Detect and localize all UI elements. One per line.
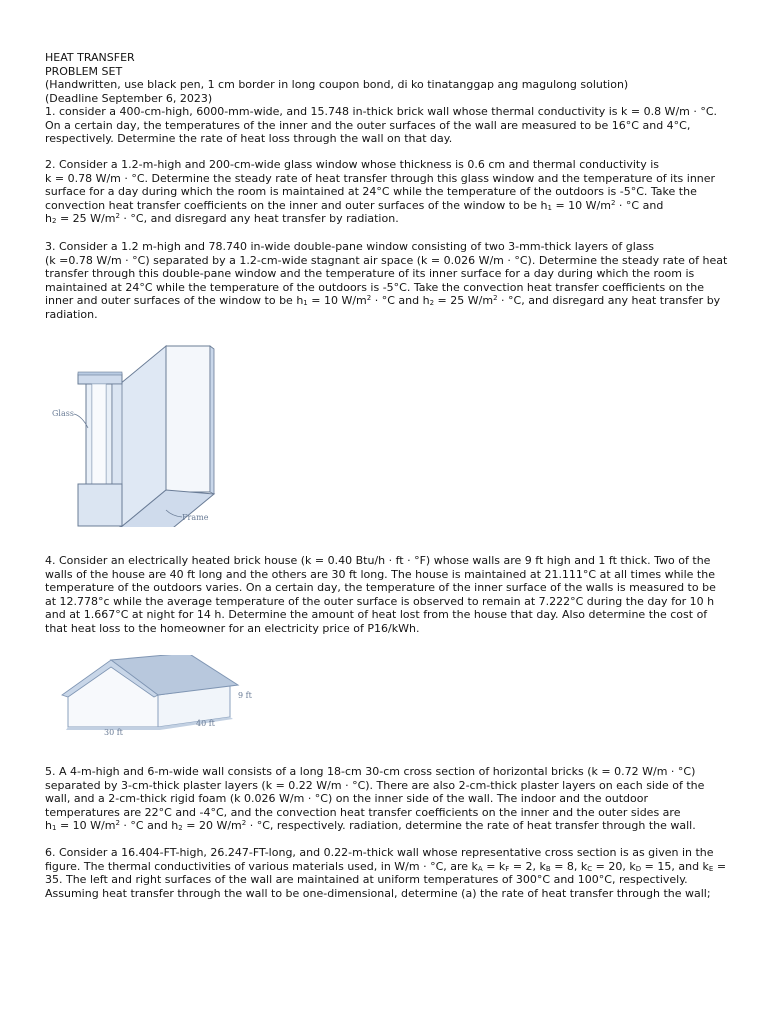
subscript: 1: [303, 299, 308, 308]
problem-5: [45, 765, 735, 833]
superscript: 2: [115, 212, 120, 221]
subscript: F: [505, 864, 510, 873]
text-run: · °C and: [615, 198, 664, 212]
subscript: E: [708, 864, 714, 873]
problem-1-line: respectively. Determine the rate of heat loss through the wall on that day.: [45, 132, 453, 146]
text-run: · °C, respectively. radiation, determine the rate of heat transfer through the wall.: [246, 819, 696, 833]
subscript: A: [477, 864, 483, 873]
problem-2-line: [45, 212, 735, 226]
frame-side: [112, 384, 122, 484]
text-run: = 25 W/m: [56, 212, 116, 226]
text-run: · °C and h: [119, 819, 179, 833]
width-dimension-label: 30 ft: [104, 728, 123, 737]
subscript: 2: [429, 299, 435, 308]
text-run: · °C, and disregard any heat transfer by radiation.: [119, 212, 399, 226]
superscript: 2: [115, 819, 120, 828]
subscript: 2: [51, 217, 57, 226]
subscript: C: [587, 864, 593, 873]
problem-4-line: walls of the house are 40 ft long and the others are 30 ft long. The house is maintained at 21.111°C at all times while the: [45, 567, 715, 581]
text-run: = 15, and k: [641, 859, 709, 873]
problem-4-line: 4. Consider an electrically heated brick house (k = 0.40 Btu/h · ft · °F) whose walls are 9 ft high and 1 ft thick. Two of the: [45, 554, 711, 567]
problem-3: [45, 240, 735, 322]
problem-1-line: 1. consider a 400-cm-high, 6000-mm-wide, and 15.748 in-thick brick wall whose thermal conductivity is k = 0.8 W/m · °C.: [45, 105, 718, 118]
problem-5-line: wall, and a 2-cm-thick rigid foam (k 0.026 W/m · °C) on the inner side of the wall. The indoor and the outdoor: [45, 792, 649, 806]
problem-3-line: 3. Consider a 1.2 m-high and 78.740 in-wide double-pane window consisting of two 3-mm-thick layers of glass: [45, 240, 654, 253]
frame-label: Frame: [182, 513, 209, 522]
problem-2: [45, 158, 735, 226]
problem-4-line: and at 1.667°C at night for 14 h. Determine the amount of heat lost from the house that day. Also determine the cost of: [45, 608, 708, 622]
deadline-text: (Deadline September 6, 2023): [45, 91, 213, 105]
problem-6: [45, 846, 735, 900]
text-run: = 8, k: [550, 859, 588, 873]
text-run: = 25 W/m: [434, 294, 494, 308]
problem-4-line: temperature of the outdoors varies. On a certain day, the temperature of the inner surface of the walls is measured to be: [45, 581, 716, 595]
text-run: =: [713, 859, 727, 873]
superscript: 2: [241, 819, 247, 828]
problem-5-line: [45, 819, 735, 833]
instructions-text: (Handwritten, use black pen, 1 cm border in long coupon bond, di ko tinatanggap ang magulong solution): [45, 78, 629, 92]
subscript: 2: [178, 824, 183, 833]
frame-base: [78, 484, 122, 526]
problem-2-line: 2. Consider a 1.2-m-high and 200-cm-wide glass window whose thickness is 0.6 cm and thermal conductivity is: [45, 158, 660, 171]
text-run: inner and outer surfaces of the window to be h: [45, 294, 304, 308]
problem-5-line: temperatures are 22°C and -4°C, and the convection heat transfer coefficients on the inner and the outer sides are: [45, 805, 681, 819]
problem-1: [45, 105, 735, 146]
text-run: · °C, and disregard any heat transfer by: [497, 294, 721, 308]
text-run: = 10 W/m: [56, 819, 116, 833]
pane-edge: [210, 346, 214, 494]
outer-glass-pane: [166, 346, 210, 492]
window-figure: [48, 342, 223, 527]
superscript: 2: [366, 294, 372, 303]
text-run: = 2, k: [509, 859, 546, 873]
problem-4-line: that heat loss to the homeowner for an electricity price of P16/kWh.: [45, 621, 420, 635]
text-run: = k: [482, 859, 506, 873]
length-dimension-label: 40 ft: [196, 719, 215, 728]
problem-3-line: radiation.: [45, 307, 98, 321]
house-figure: [58, 655, 263, 740]
problem-2-line: k = 0.78 W/m · °C. Determine the steady rate of heat transfer through this glass window and the temperature of its inner: [45, 171, 716, 185]
problem-6-line: [45, 860, 735, 874]
frame-top-lip: [78, 372, 122, 375]
problem-3-line: [45, 294, 735, 308]
superscript: 2: [493, 294, 498, 303]
text-run: figure. The thermal conductivities of various materials used, in W/m · °C, are k: [45, 859, 478, 873]
glass-pane-right: [106, 384, 112, 484]
problem-3-line: maintained at 24°C while the temperature of the outdoors is -5°C. Take the convection heat transfer coefficients on the: [45, 280, 704, 294]
problem-4: [45, 554, 735, 636]
text-run: = 20, k: [592, 859, 636, 873]
text-run: h: [45, 212, 52, 226]
problem-5-line: 5. A 4-m-high and 6-m-wide wall consists of a long 18-cm 30-cm cross section of horizontal bricks (k = 0.72 W/m · °C): [45, 765, 696, 778]
problem-6-line: 35. The left and right surfaces of the wall are maintained at uniform temperatures of 300°C and 100°C, respectively.: [45, 873, 688, 887]
problem-2-line: surface for a day during which the room is maintained at 24°C while the temperature of the outdoors is -5°C. Take the: [45, 185, 697, 199]
air-gap: [92, 384, 106, 484]
header-block: [45, 51, 735, 105]
course-title: HEAT TRANSFER: [45, 51, 135, 64]
height-dimension-label: 9 ft: [238, 691, 252, 700]
superscript: 2: [610, 198, 616, 207]
subscript: 1: [51, 824, 57, 833]
text-run: = 10 W/m: [551, 198, 611, 212]
glass-label: Glass: [52, 409, 74, 418]
problem-set-title: PROBLEM SET: [45, 64, 123, 78]
problem-1-line: On a certain day, the temperatures of the inner and the outer surfaces of the wall are measured to be 16°C and 4°C,: [45, 118, 691, 132]
problem-3-line: transfer through this double-pane window and the temperature of its inner surface for a day during which the room is: [45, 267, 695, 281]
text-run: convection heat transfer coefficients on the inner and outer surfaces of the window to be h: [45, 198, 548, 212]
subscript: 1: [547, 203, 552, 212]
text-run: h: [45, 819, 52, 833]
problem-6-line: Assuming heat transfer through the wall to be one-dimensional, determine (a) the rate of heat transfer through the wall;: [45, 886, 711, 900]
problem-6-line: 6. Consider a 16.404-FT-high, 26.247-FT-long, and 0.22-m-thick wall whose representative cross section is as given in the: [45, 846, 714, 859]
subscript: B: [545, 864, 551, 873]
problem-3-line: (k =0.78 W/m · °C) separated by a 1.2-cm-wide stagnant air space (k = 0.026 W/m · °C). Determine the steady rate of heat: [45, 253, 728, 267]
problem-5-line: separated by 3-cm-thick plaster layers (k = 0.22 W/m · °C). There are also 2-cm-thick plaster layers on each side of the: [45, 778, 705, 792]
subscript: D: [635, 864, 642, 873]
problem-4-line: at 12.778°c while the average temperature of the outer surface is observed to remain at 7.222°C during the day for 10 h: [45, 594, 715, 608]
text-run: = 20 W/m: [182, 819, 242, 833]
text-run: · °C and h: [371, 294, 430, 308]
glass-pane-left: [86, 384, 92, 484]
frame-top-cap: [78, 374, 122, 384]
problem-2-line: [45, 199, 735, 213]
text-run: = 10 W/m: [307, 294, 367, 308]
